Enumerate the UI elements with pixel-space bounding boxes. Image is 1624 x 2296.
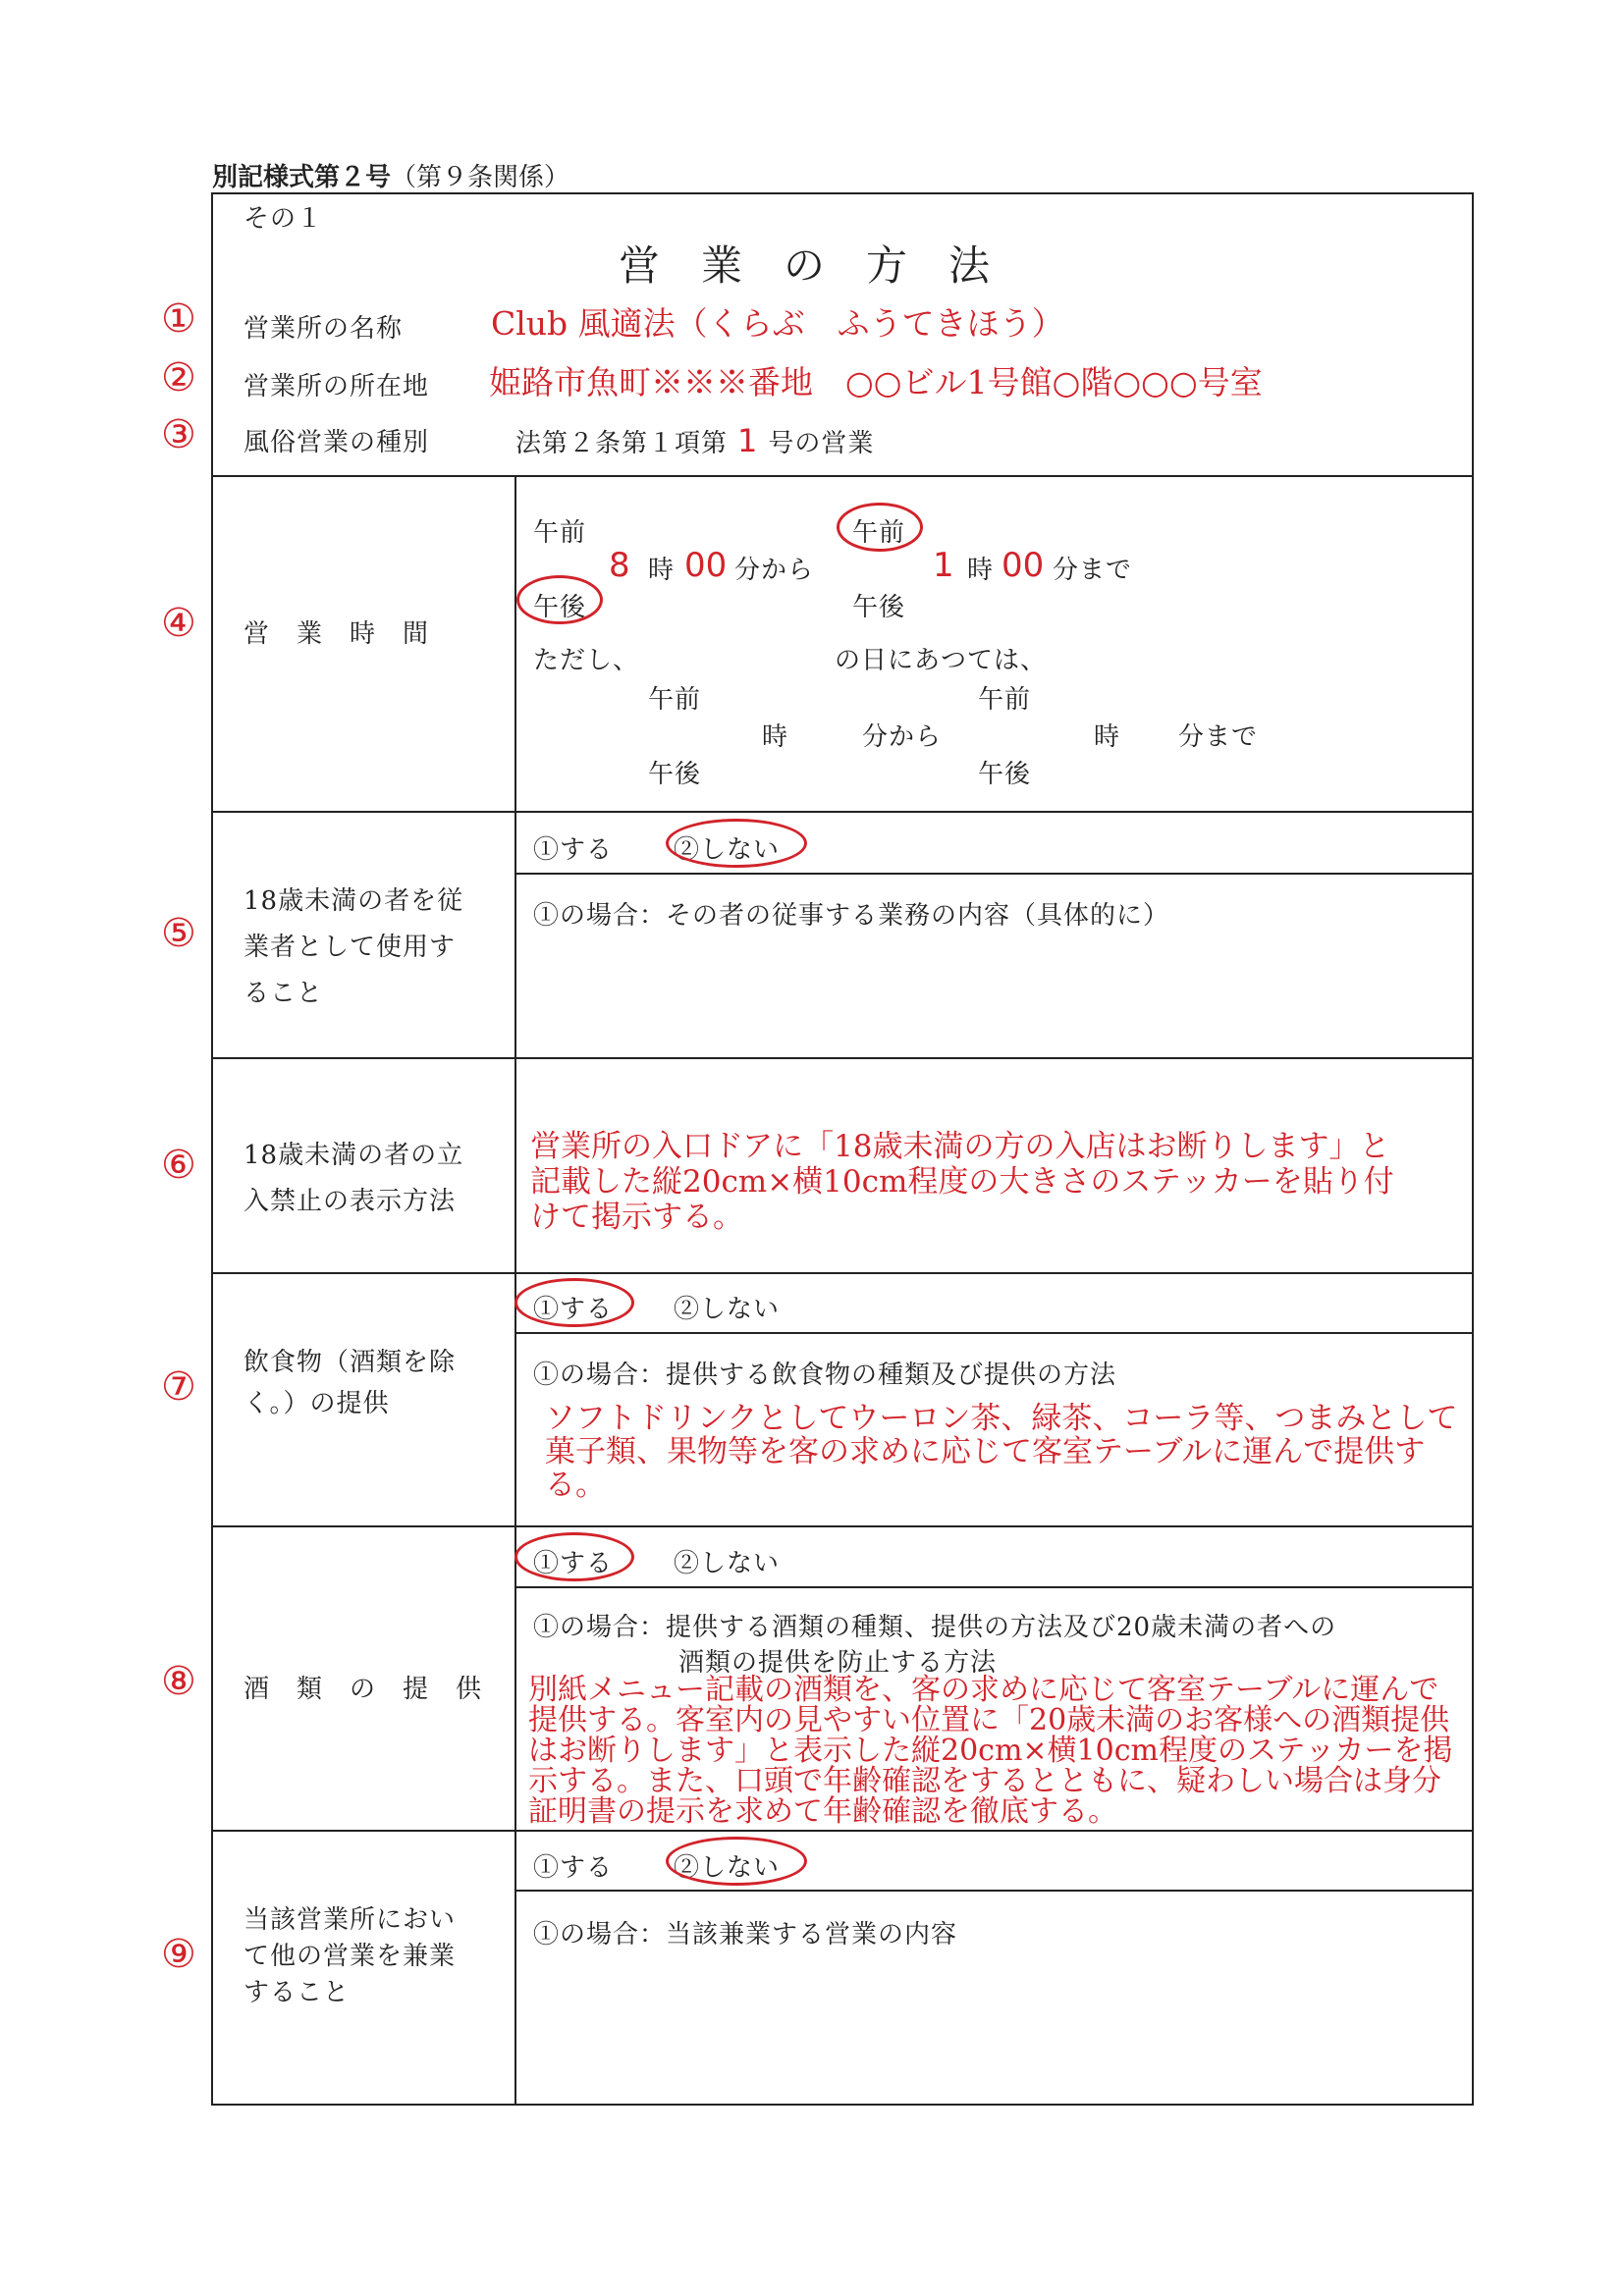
exception-day-text: の日にあつては、 — [835, 646, 1048, 675]
start-pm-circle — [516, 575, 603, 624]
page-title: 営 業 の 方 法 — [619, 241, 991, 290]
business-name-value: Club 風適法（くらぶ ふうてきほう） — [491, 304, 1064, 343]
minor-employment-option-no: ②しない — [674, 835, 781, 865]
food-option-yes: ①する — [533, 1295, 614, 1324]
exception-from-unit: 分から — [862, 722, 943, 752]
side-business-detail: ①の場合：当該兼業する営業の内容 — [533, 1920, 958, 1949]
minor-entry-content-line: 営業所の入口ドアに「18歳未満の方の入店はお断りします」と — [530, 1129, 1390, 1164]
row-number-9: ⑨ — [161, 1932, 196, 1977]
business-type-prefix: 法第２条第１項第 — [515, 429, 729, 458]
end-minute: 00 — [1001, 546, 1045, 585]
minor-employment-label — [244, 879, 463, 1017]
form-relation: （第９条関係） — [391, 163, 570, 192]
alcohol-detail — [533, 1610, 1336, 1681]
row-number-6: ⑥ — [161, 1143, 196, 1188]
side-business-no-circle — [666, 1837, 807, 1886]
alcohol-content-line: はお断りします」と表示した縦20cm×横10cm程度のステッカーを掲 — [528, 1734, 1453, 1768]
alcohol-content — [528, 1675, 1452, 1827]
food-content-line: ソフトドリンクとしてウーロン茶、緑茶、コーラ等、つまみとして — [545, 1401, 1458, 1436]
minor-entry-content-line: けて掲示する。 — [530, 1200, 743, 1235]
business-type-text — [515, 422, 874, 459]
row-number-5: ⑤ — [161, 911, 196, 956]
side-business-option-no: ②しない — [674, 1853, 781, 1883]
address-value: 姫路市魚町※※※番地 ○○ビル1号館○階○○○号室 — [489, 363, 1263, 401]
food-content-line: 菓子類、果物等を客の求めに応じて客室テーブルに運んで提供す — [545, 1434, 1426, 1469]
minor-employment-label-line: 業者として使用す — [244, 933, 457, 962]
food-content — [545, 1402, 1457, 1502]
minor-entry-label-line: 入禁止の表示方法 — [244, 1187, 457, 1216]
form-part: その１ — [244, 204, 324, 234]
form-header — [212, 157, 569, 193]
exception-start-hour-unit: 時 — [762, 722, 789, 752]
end-pm: 午後 — [852, 593, 906, 622]
food-detail: ①の場合：提供する飲食物の種類及び提供の方法 — [533, 1361, 1117, 1390]
business-name-label: 営業所の名称 — [244, 314, 404, 344]
minor-entry-content — [530, 1129, 1394, 1235]
start-hour-unit: 時 — [648, 556, 676, 585]
exception-to-unit: 分まで — [1178, 722, 1259, 752]
exception-text: ただし、 — [533, 646, 640, 675]
row-number-4: ④ — [161, 601, 196, 646]
exception-end-hour-unit: 時 — [1094, 722, 1121, 752]
side-business-label-line: 当該営業所におい — [244, 1905, 457, 1935]
minor-employment-no-circle — [666, 819, 807, 868]
hours-label: 営 業 時 間 — [244, 619, 430, 649]
food-label-line: く。）の提供 — [244, 1389, 390, 1418]
alcohol-content-line: 証明書の提示を求めて年齢確認を徹底する。 — [528, 1794, 1117, 1829]
alcohol-yes-circle — [514, 1532, 634, 1581]
end-am-circle — [837, 503, 923, 552]
start-am: 午前 — [533, 518, 587, 548]
row-number-1: ① — [161, 296, 196, 342]
food-label-line: 飲食物（酒類を除 — [244, 1348, 457, 1377]
business-type-suffix: 号の営業 — [768, 429, 875, 458]
food-yes-circle — [514, 1278, 634, 1327]
alcohol-label: 酒 類 の 提 供 — [244, 1675, 483, 1704]
row-number-2: ② — [161, 355, 196, 400]
minor-employment-detail: ①の場合：その者の従事する業務の内容（具体的に） — [533, 901, 1170, 931]
minor-entry-label-line: 18歳未満の者の立 — [244, 1141, 464, 1170]
alcohol-option-no: ②しない — [674, 1549, 781, 1578]
side-business-label-line: すること — [244, 1978, 351, 2007]
food-option-no: ②しない — [674, 1295, 781, 1324]
minor-employment-option-yes: ①する — [533, 835, 614, 865]
alcohol-content-line: 別紙メニュー記載の酒類を、客の求めに応じて客室テーブルに運んで — [528, 1673, 1439, 1707]
row-number-7: ⑦ — [161, 1364, 196, 1410]
end-hour-unit: 時 — [967, 556, 995, 585]
side-business-label — [244, 1902, 456, 2011]
start-from-unit: 分から — [734, 556, 815, 585]
row-number-3: ③ — [161, 412, 196, 457]
alcohol-content-line: 示する。また、口頭で年齢確認をするとともに、疑わしい場合は身分 — [528, 1764, 1441, 1798]
business-type-value: 1 — [737, 422, 759, 459]
alcohol-option-yes: ①する — [533, 1549, 614, 1578]
food-label — [244, 1342, 456, 1424]
end-am: 午前 — [852, 518, 906, 548]
row-number-8: ⑧ — [161, 1659, 196, 1704]
business-type-label: 風俗営業の種別 — [244, 428, 430, 457]
alcohol-content-line: 提供する。客室内の見やすい位置に「20歳未満のお客様への酒類提供 — [528, 1703, 1450, 1737]
address-label: 営業所の所在地 — [244, 372, 430, 401]
food-content-line: る。 — [545, 1468, 606, 1503]
exception-end-pm: 午後 — [978, 760, 1032, 789]
exception-start-pm: 午後 — [648, 760, 702, 789]
exception-start-am: 午前 — [648, 685, 702, 715]
start-hour: 8 — [609, 546, 630, 585]
form-number: 別記様式第２号 — [212, 163, 392, 192]
minor-employment-label-line: 18歳未満の者を従 — [244, 886, 464, 916]
exception-end-am: 午前 — [978, 685, 1032, 715]
alcohol-detail-line: 酒類の提供を防止する方法 — [678, 1648, 998, 1678]
side-business-label-line: て他の営業を兼業 — [244, 1942, 457, 1971]
minor-employment-label-line: ること — [244, 979, 324, 1008]
start-minute: 00 — [684, 546, 728, 585]
end-hour: 1 — [933, 546, 954, 585]
side-business-option-yes: ①する — [533, 1853, 614, 1883]
alcohol-detail-line: ①の場合：提供する酒類の種類、提供の方法及び20歳未満の者への — [533, 1613, 1337, 1642]
minor-entry-label — [244, 1133, 463, 1225]
start-pm: 午後 — [533, 593, 587, 622]
end-to-unit: 分まで — [1053, 556, 1133, 585]
minor-entry-content-line: 記載した縦20cm×横10cm程度の大きさのステッカーを貼り付 — [530, 1164, 1394, 1200]
